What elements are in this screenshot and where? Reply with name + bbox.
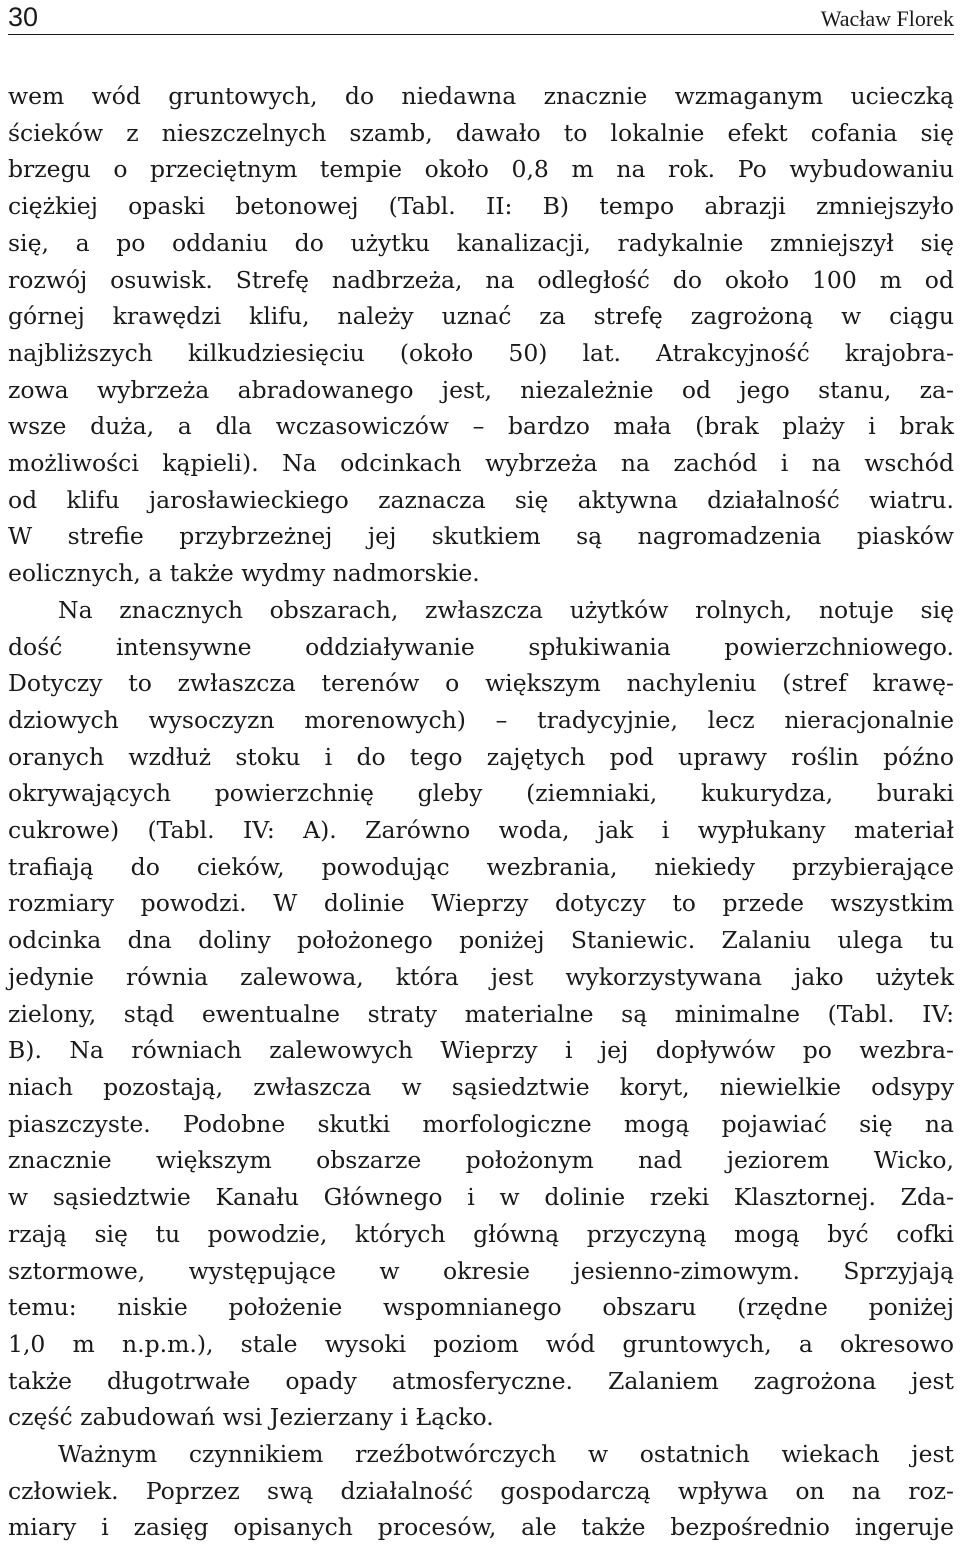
text-line: rozwój osuwisk. Strefę nadbrzeża, na odległość do około 100 m od bbox=[8, 265, 954, 294]
text-line: jedynie równia zalewowa, która jest wykorzystywana jako użytek bbox=[8, 962, 954, 991]
document-page bbox=[8, 0, 954, 1550]
text-line: trafiają do cieków, powodując wezbrania, niekiedy przybierające bbox=[8, 852, 954, 881]
text-line: od klifu jarosławieckiego zaznacza się aktywna działalność wiatru. bbox=[8, 485, 954, 514]
text-line: dziowych wysoczyzn morenowych) – tradycyjnie, lecz nieracjonalnie bbox=[8, 705, 954, 734]
text-line: oranych wzdłuż stoku i do tego zajętych pod uprawy roślin późno bbox=[8, 742, 954, 771]
text-line: w sąsiedztwie Kanału Głównego i w dolinie rzeki Klasztornej. Zda- bbox=[8, 1183, 954, 1212]
text-line: temu: niskie położenie wspomnianego obszaru (rzędne poniżej bbox=[8, 1293, 954, 1322]
text-line: ciężkiej opaski betonowej (Tabl. II: B) tempo abrazji zmniejszyło bbox=[8, 192, 954, 221]
page-number: 30 bbox=[8, 2, 39, 32]
text-line: najbliższych kilkudziesięciu (około 50) lat. Atrakcyjność krajobra- bbox=[8, 338, 954, 367]
running-head bbox=[8, 0, 954, 35]
running-head-author: Wacław Florek bbox=[820, 6, 954, 31]
text-line: możliwości kąpieli). Na odcinkach wybrzeża na zachód i na wschód bbox=[8, 449, 954, 478]
text-line: się, a po oddaniu do użytku kanalizacji, radykalnie zmniejszył się bbox=[8, 228, 954, 257]
text-line: rzają się tu powodzie, których główną przyczyną mogą być cofki bbox=[8, 1219, 954, 1248]
text-line: ścieków z nieszczelnych szamb, dawało to lokalnie efekt cofania się bbox=[8, 118, 954, 147]
text-line: brzegu o przeciętnym tempie około 0,8 m na rok. Po wybudowaniu bbox=[8, 155, 954, 184]
text-line: miary i zasięg opisanych procesów, ale także bezpośrednio ingeruje bbox=[8, 1513, 954, 1542]
text-line: górnej krawędzi klifu, należy uznać za strefę zagrożoną w ciągu bbox=[8, 302, 954, 331]
text-line: dość intensywne oddziaływanie spłukiwania powierzchniowego. bbox=[8, 632, 954, 661]
text-line: także długotrwałe opady atmosferyczne. Zalaniem zagrożona jest bbox=[8, 1366, 954, 1395]
text-line: wem wód gruntowych, do niedawna znacznie wzmaganym ucieczką bbox=[8, 82, 954, 110]
text-line: człowiek. Poprzez swą działalność gospodarczą wpływa on na roz- bbox=[8, 1476, 954, 1505]
text-line: B). Na równiach zalewowych Wieprzy i jej dopływów po wezbra- bbox=[8, 1036, 954, 1065]
text-line: cukrowe) (Tabl. IV: A). Zarówno woda, jak i wypłukany materiał bbox=[8, 816, 954, 845]
text-line: okrywających powierzchnię gleby (ziemniaki, kukurydza, buraki bbox=[8, 779, 954, 808]
body-text bbox=[8, 78, 954, 1546]
text-line: W strefie przybrzeżnej jej skutkiem są nagromadzenia piasków bbox=[8, 522, 954, 551]
text-line: 1,0 m n.p.m.), stale wysoki poziom wód gruntowych, a okresowo bbox=[8, 1329, 954, 1358]
text-line: zielony, stąd ewentualne straty materialne są minimalne (Tabl. IV: bbox=[8, 999, 954, 1028]
text-line: sztormowe, występujące w okresie jesienno-zimowym. Sprzyjają bbox=[8, 1256, 954, 1285]
text-line: Dotyczy to zwłaszcza terenów o większym nachyleniu (stref krawę- bbox=[8, 669, 954, 698]
text-line: wsze duża, a dla wczasowiczów – bardzo mała (brak plaży i brak bbox=[8, 412, 954, 441]
text-line: zowa wybrzeża abradowanego jest, niezależnie od jego stanu, za- bbox=[8, 375, 954, 404]
text-line: część zabudowań wsi Jezierzany i Łącko. bbox=[8, 1403, 494, 1432]
text-line: rozmiary powodzi. W dolinie Wieprzy dotyczy to przede wszystkim bbox=[8, 889, 954, 918]
text-line: piaszczyste. Podobne skutki morfologiczne mogą pojawiać się na bbox=[8, 1109, 954, 1138]
text-line: eolicznych, a także wydmy nadmorskie. bbox=[8, 559, 480, 588]
text-line: odcinka dna doliny położonego poniżej Staniewic. Zalaniu ulega tu bbox=[8, 926, 954, 955]
text-line: Ważnym czynnikiem rzeźbotwórczych w ostatnich wiekach jest bbox=[58, 1440, 954, 1469]
text-line: znacznie większym obszarze położonym nad jeziorem Wicko, bbox=[8, 1146, 954, 1175]
text-line: niach pozostają, zwłaszcza w sąsiedztwie koryt, niewielkie odsypy bbox=[8, 1072, 954, 1101]
text-line: Na znacznych obszarach, zwłaszcza użytków rolnych, notuje się bbox=[58, 595, 954, 624]
